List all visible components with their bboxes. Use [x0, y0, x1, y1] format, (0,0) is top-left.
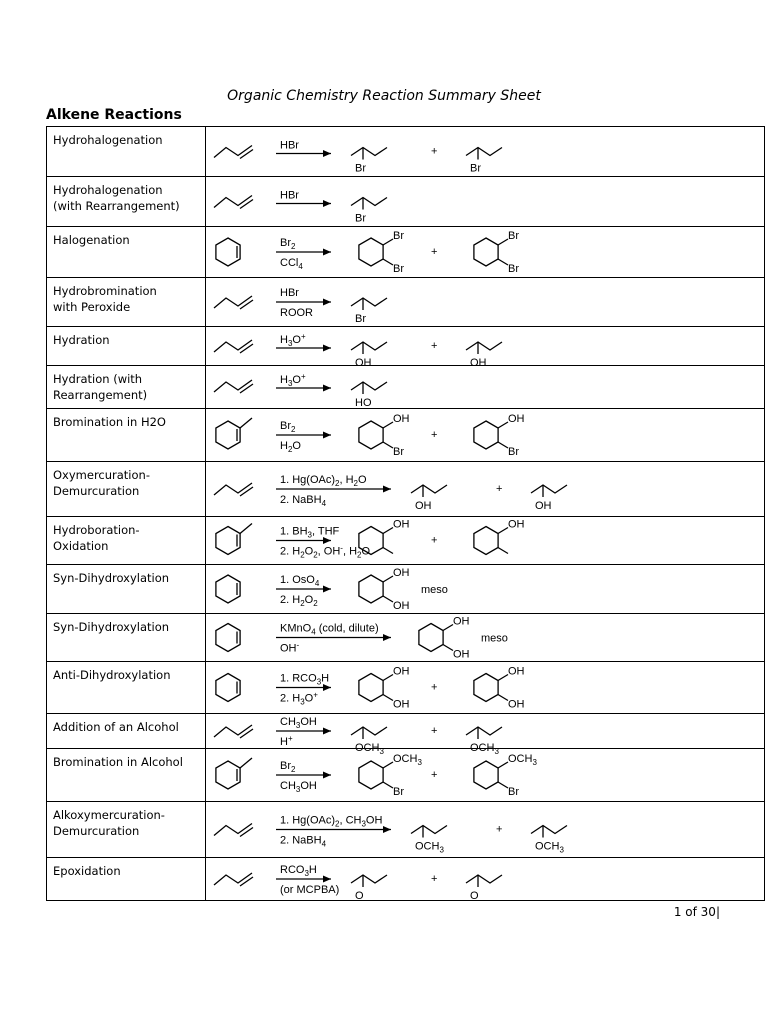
- reagent-label: (or MCPBA): [280, 884, 340, 896]
- reaction-table: [46, 126, 765, 901]
- reaction-scheme: [206, 614, 765, 662]
- reaction-name: Epoxidation: [47, 858, 206, 901]
- reaction-row: [47, 662, 765, 714]
- substituent-label: $OCH_3$: [508, 753, 537, 767]
- page-number: 1 of 30|: [673, 905, 720, 919]
- reaction-scheme: [206, 858, 765, 901]
- reagent-label: 2. $H_2O_2$: [280, 594, 318, 608]
- scheme-drawing: [206, 802, 764, 857]
- starting-material: [216, 418, 252, 449]
- reaction-row: [47, 127, 765, 177]
- scheme-drawing: [206, 462, 764, 516]
- reaction-name: Addition of an Alcohol: [47, 714, 206, 749]
- substituent-label: OH: [355, 357, 372, 369]
- plus-sign: +: [431, 429, 438, 441]
- reaction-name: Hydroboration- Oxidation: [47, 517, 206, 565]
- reagent-label: CCl$_4$: [280, 257, 303, 271]
- product: [466, 148, 502, 175]
- product: [474, 753, 538, 798]
- reaction-scheme: [206, 409, 765, 462]
- reaction-name: Oxymercuration- Demurcuration: [47, 462, 206, 517]
- arrow-head: [323, 684, 331, 691]
- substituent-label: $OCH_3$: [355, 742, 384, 756]
- reaction-name: Syn-Dihydroxylation: [47, 614, 206, 662]
- substituent-label: OH: [508, 413, 525, 425]
- reaction-row: [47, 565, 765, 614]
- product: [359, 567, 410, 612]
- product: [474, 666, 525, 711]
- scheme-drawing: [206, 278, 764, 326]
- reaction-row: [47, 327, 765, 366]
- reagent-label: $Br_2$: [280, 760, 296, 774]
- substituent-label: Br: [393, 446, 404, 458]
- arrow-head: [323, 385, 331, 392]
- substituent-label: O: [470, 890, 479, 902]
- reaction-scheme: [206, 749, 765, 802]
- reaction-row: [47, 409, 765, 462]
- reaction-scheme: [206, 327, 765, 369]
- arrow-head: [323, 876, 331, 883]
- starting-material: [214, 196, 253, 209]
- reagent-label: 2. $H_2O_2$, OH-, $H_2O$: [280, 543, 371, 560]
- product: [359, 666, 410, 711]
- product: [411, 826, 447, 855]
- scheme-drawing: [206, 614, 764, 661]
- substituent-label: HO: [355, 397, 372, 409]
- scheme-drawing: [206, 409, 764, 461]
- reaction-row: [47, 714, 765, 749]
- reaction-row: [47, 614, 765, 662]
- reaction-row: [47, 749, 765, 802]
- starting-material: [214, 340, 253, 353]
- substituent-label: Br: [393, 263, 404, 275]
- plus-sign: +: [431, 681, 438, 694]
- scheme-drawing: [206, 366, 764, 409]
- reagent-label: $RCO_3H$: [280, 864, 317, 878]
- scheme-drawing: [206, 127, 764, 176]
- reaction-row: [47, 517, 765, 565]
- reagent-label: $CH_3OH$: [280, 716, 317, 730]
- reaction-scheme: [206, 714, 765, 756]
- reagent-label: $Br_2$: [280, 237, 296, 251]
- arrow-head: [323, 432, 331, 439]
- reaction-name: Syn-Dihydroxylation: [47, 565, 206, 614]
- reagent-label: $Br_2$: [280, 420, 296, 434]
- arrow-head: [323, 537, 331, 544]
- reaction-row: [47, 858, 765, 901]
- starting-material: [216, 624, 240, 652]
- meso-note: meso: [481, 632, 508, 645]
- reaction-row: [47, 177, 765, 227]
- reaction-scheme: [206, 802, 765, 858]
- reagent-label: 2. NaBH$_4$: [280, 834, 327, 849]
- substituent-label: Br: [508, 786, 519, 798]
- meso-note: meso: [421, 584, 448, 596]
- arrow-head: [323, 200, 331, 207]
- product: [419, 616, 470, 661]
- plus-sign: +: [496, 823, 503, 836]
- reagent-label: 2. $H_3O^+$: [280, 690, 318, 707]
- starting-material: [214, 483, 253, 496]
- arrow-head: [383, 634, 391, 641]
- arrow-head: [383, 826, 391, 833]
- scheme-drawing: [206, 517, 764, 564]
- substituent-label: OH: [393, 518, 410, 531]
- reagent-label: 1. $Hg(OAc)_2$, $H_2O$: [280, 474, 367, 488]
- starting-material: [214, 824, 253, 837]
- reagent-label: HBr: [280, 189, 299, 202]
- plus-sign: +: [431, 534, 438, 547]
- product: [351, 148, 387, 175]
- product: [474, 519, 525, 555]
- reagent-label: $CH_3OH$: [280, 780, 317, 794]
- substituent-label: $OCH_3$: [393, 753, 422, 767]
- substituent-label: OH: [393, 665, 410, 678]
- reaction-row: [47, 462, 765, 517]
- product: [411, 485, 447, 512]
- product: [351, 382, 387, 409]
- starting-material: [216, 524, 252, 555]
- substituent-label: $OCH_3$: [470, 742, 499, 756]
- reagent-label: OH-: [280, 640, 300, 655]
- substituent-label: OH: [508, 518, 525, 531]
- reagent-label: HBr: [280, 139, 299, 152]
- scheme-drawing: [206, 714, 764, 756]
- substituent-label: OH: [393, 698, 410, 711]
- substituent-label: OH: [535, 500, 552, 512]
- substituent-label: OH: [453, 615, 470, 628]
- reaction-scheme: [206, 517, 765, 565]
- reaction-name: Anti-Dihydroxylation: [47, 662, 206, 714]
- reagent-label: 1. OsO$_4$: [280, 574, 320, 588]
- substituent-label: OH: [393, 567, 410, 579]
- page-title: Organic Chemistry Reaction Summary Sheet: [227, 88, 541, 104]
- reaction-scheme: [206, 177, 765, 227]
- starting-material: [216, 238, 240, 266]
- substituent-label: Br: [393, 230, 404, 242]
- scheme-drawing: [206, 177, 764, 226]
- reaction-scheme: [206, 278, 765, 327]
- reaction-scheme: [206, 227, 765, 278]
- plus-sign: +: [431, 145, 438, 158]
- reaction-scheme: [206, 565, 765, 614]
- substituent-label: OH: [508, 698, 525, 711]
- product: [351, 875, 387, 902]
- starting-material: [214, 296, 253, 309]
- arrow-head: [383, 486, 391, 493]
- substituent-label: OH: [393, 413, 410, 425]
- reagent-label: 1. $BH_3$, THF: [280, 525, 340, 540]
- substituent-label: $OCH_3$: [535, 840, 564, 855]
- product: [531, 485, 567, 512]
- scheme-drawing: [206, 227, 764, 277]
- product: [351, 298, 387, 325]
- substituent-label: OH: [453, 648, 470, 661]
- reaction-row: [47, 227, 765, 278]
- plus-sign: +: [431, 246, 438, 258]
- reagent-label: KMnO$_4$ (cold, dilute): [280, 622, 379, 637]
- plus-sign: +: [431, 873, 438, 885]
- arrow-head: [323, 586, 331, 593]
- product: [474, 230, 519, 275]
- substituent-label: Br: [508, 446, 519, 458]
- reaction-scheme: [206, 366, 765, 409]
- reagent-label: $H_3O^+$: [280, 372, 306, 388]
- substituent-label: OH: [393, 600, 410, 612]
- scheme-drawing: [206, 327, 764, 369]
- starting-material: [216, 674, 240, 702]
- starting-material: [214, 873, 253, 886]
- substituent-label: Br: [508, 230, 519, 242]
- arrow-head: [323, 299, 331, 306]
- reagent-label: 1. $RCO_3H$: [280, 672, 330, 687]
- substituent-label: Br: [470, 162, 481, 175]
- scheme-drawing: [206, 565, 764, 613]
- starting-material: [214, 725, 253, 738]
- substituent-label: Br: [355, 212, 366, 225]
- scheme-drawing: [206, 858, 764, 900]
- substituent-label: Br: [393, 786, 404, 798]
- plus-sign: +: [431, 769, 438, 781]
- substituent-label: Br: [355, 162, 366, 175]
- reaction-name: Bromination in H2O: [47, 409, 206, 462]
- substituent-label: OH: [508, 665, 525, 678]
- reagent-label: 1. $Hg(OAc)_2$, $CH_3OH$: [280, 814, 383, 829]
- reaction-name: Hydration (with Rearrangement): [47, 366, 206, 409]
- section-heading: Alkene Reactions: [46, 107, 182, 123]
- reagent-label: H+: [280, 734, 293, 748]
- product: [359, 753, 423, 798]
- product: [359, 413, 410, 458]
- scheme-drawing: [206, 749, 764, 801]
- reagent-label: $H_2O$: [280, 440, 301, 454]
- scheme-drawing: [206, 662, 764, 713]
- substituent-label: OH: [470, 357, 487, 369]
- arrow-head: [323, 249, 331, 256]
- arrow-head: [323, 345, 331, 352]
- product: [351, 198, 387, 225]
- reaction-name: Hydrohalogenation: [47, 127, 206, 177]
- starting-material: [216, 758, 252, 789]
- substituent-label: Br: [508, 263, 519, 275]
- reaction-scheme: [206, 462, 765, 517]
- substituent-label: OH: [415, 500, 432, 512]
- substituent-label: Br: [355, 313, 366, 325]
- reaction-name: Hydration: [47, 327, 206, 366]
- plus-sign: +: [496, 483, 503, 495]
- substituent-label: $OCH_3$: [415, 840, 444, 855]
- starting-material: [216, 575, 240, 603]
- reaction-name: Hydrohalogenation (with Rearrangement): [47, 177, 206, 227]
- arrow-head: [323, 728, 331, 735]
- reagent-label: 2. NaBH$_4$: [280, 494, 327, 508]
- reaction-scheme: [206, 662, 765, 714]
- reaction-row: [47, 802, 765, 858]
- reagent-label: HBr: [280, 287, 299, 299]
- starting-material: [214, 146, 253, 159]
- reaction-name: Alkoxymercuration- Demurcuration: [47, 802, 206, 858]
- reagent-label: $H_3O^+$: [280, 332, 306, 348]
- plus-sign: +: [431, 725, 438, 737]
- reaction-row: [47, 278, 765, 327]
- reaction-name: Hydrobromination with Peroxide: [47, 278, 206, 327]
- substituent-label: O: [355, 890, 364, 902]
- product: [359, 230, 404, 275]
- reaction-scheme: [206, 127, 765, 177]
- reaction-name: Bromination in Alcohol: [47, 749, 206, 802]
- product: [531, 826, 567, 855]
- product: [474, 413, 525, 458]
- reaction-name: Halogenation: [47, 227, 206, 278]
- starting-material: [214, 380, 253, 393]
- product: [466, 875, 502, 902]
- reagent-label: ROOR: [280, 307, 313, 319]
- arrow-head: [323, 772, 331, 779]
- reaction-row: [47, 366, 765, 409]
- arrow-head: [323, 150, 331, 157]
- plus-sign: +: [431, 340, 438, 352]
